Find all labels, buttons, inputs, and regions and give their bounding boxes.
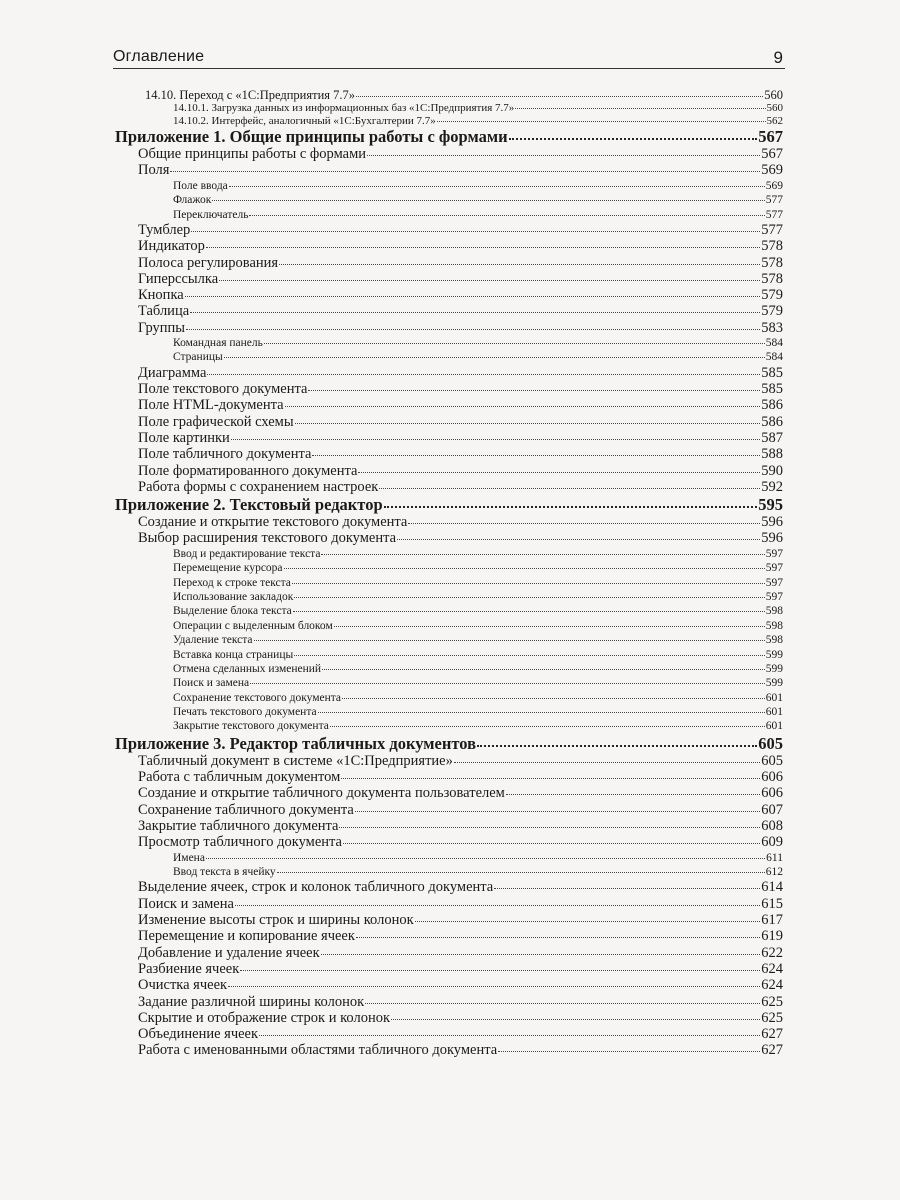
- toc-entry-page: 605: [758, 733, 783, 753]
- toc-entry-page: 584: [765, 351, 783, 364]
- toc-entry-title: Приложение 3. Редактор табличных документов: [115, 733, 476, 753]
- dot-leader: [506, 793, 760, 795]
- toc-entry-title: Выбор расширения текстового документа: [138, 530, 397, 547]
- toc-entry-page: 577: [765, 208, 783, 221]
- toc-entry: [115, 604, 783, 618]
- toc-entry-page: 598: [765, 634, 783, 647]
- toc-entry-title: Индикатор: [138, 238, 205, 255]
- toc-entry-page: 560: [764, 88, 783, 102]
- dot-leader: [454, 761, 760, 763]
- dot-leader: [292, 582, 765, 584]
- toc-entry-title: Создание и открытие текстового документа: [138, 514, 408, 531]
- toc-entry: [115, 590, 783, 604]
- toc-entry-page: 625: [761, 1009, 783, 1026]
- dot-leader: [249, 214, 764, 216]
- toc-entry: [115, 350, 783, 364]
- toc-entry-title: Выделение ячеек, строк и колонок табличного документа: [138, 879, 494, 896]
- dot-leader: [295, 422, 761, 424]
- toc-entry-title: Сохранение текстового документа: [173, 691, 342, 704]
- toc-entry-page: 579: [761, 287, 783, 304]
- dot-leader: [334, 625, 765, 627]
- toc-entry-title: Гиперссылка: [138, 270, 219, 287]
- toc-entry-title: Поля: [138, 162, 170, 179]
- toc-entry-page: 596: [761, 514, 783, 531]
- toc-entry-page: 612: [765, 866, 783, 879]
- toc-entry-title: 14.10. Переход с «1С:Предприятия 7.7»: [145, 88, 356, 102]
- toc-entry-title: Поиск и замена: [138, 895, 234, 912]
- dot-leader: [294, 596, 764, 598]
- dot-leader: [318, 711, 765, 713]
- dot-leader: [190, 311, 760, 313]
- toc-entry-page: 619: [761, 928, 783, 945]
- toc-entry: [115, 896, 783, 912]
- toc-entry-page: 599: [765, 662, 783, 675]
- toc-entry-page: 579: [761, 303, 783, 320]
- toc-entry-page: 614: [761, 879, 783, 896]
- toc-entry: [115, 879, 783, 895]
- toc-entry: [115, 619, 783, 633]
- toc-entry-title: Флажок: [173, 194, 212, 207]
- toc-entry-page: 586: [761, 413, 783, 430]
- toc-entry: [115, 576, 783, 590]
- dot-leader: [408, 522, 760, 524]
- dot-leader: [170, 170, 760, 172]
- toc-entry: [115, 397, 783, 413]
- toc-entry-title: Тумблер: [138, 221, 191, 238]
- toc-entry: [115, 961, 783, 977]
- toc-entry-title: Поле форматированного документа: [138, 462, 358, 479]
- toc-entry: [115, 514, 783, 530]
- dot-leader: [224, 356, 765, 358]
- toc-entry-title: Страницы: [173, 351, 223, 364]
- toc-entry-page: 562: [766, 114, 783, 127]
- dot-leader: [308, 389, 760, 391]
- dot-leader: [356, 95, 763, 97]
- toc-entry: [115, 1010, 783, 1026]
- header-page-number: 9: [773, 48, 783, 67]
- dot-leader: [341, 777, 760, 779]
- toc-entry-page: 617: [761, 912, 783, 929]
- dot-leader: [229, 185, 765, 187]
- dot-leader: [379, 487, 760, 489]
- toc-entry-title: Ввод текста в ячейку: [173, 866, 276, 879]
- dot-leader: [219, 279, 760, 281]
- toc-entry: [115, 446, 783, 462]
- toc-entry-title: Печать текстового документа: [173, 706, 317, 719]
- dot-leader: [277, 871, 765, 873]
- toc-entry-page: 585: [761, 381, 783, 398]
- toc-entry-page: 605: [761, 752, 783, 769]
- toc-entry-page: 598: [765, 605, 783, 618]
- toc-entry-title: Создание и открытие табличного документа пользователем: [138, 785, 505, 802]
- toc-entry-title: Поле картинки: [138, 430, 230, 446]
- toc-entry-title: Группы: [138, 319, 186, 336]
- toc-entry-page: 606: [761, 769, 783, 786]
- toc-entry-title: Перемещение и копирование ячеек: [138, 928, 355, 945]
- toc-entry: [115, 676, 783, 690]
- toc-entry-title: Поле ввода: [173, 179, 228, 192]
- dot-leader: [322, 668, 765, 670]
- toc-entry-page: 597: [765, 547, 783, 560]
- dot-leader: [186, 328, 760, 330]
- toc-entry-page: 615: [761, 895, 783, 912]
- toc-entry: [115, 648, 783, 662]
- toc-entry: [115, 705, 783, 719]
- toc-entry-title: Закрытие текстового документа: [173, 720, 329, 733]
- dot-leader: [343, 842, 760, 844]
- toc-entry-page: 587: [761, 430, 783, 446]
- toc-entry: [115, 691, 783, 705]
- toc-entry: [115, 162, 783, 178]
- toc-entry: [115, 851, 783, 865]
- toc-entry-page: 578: [761, 254, 783, 271]
- toc-entry-page: 596: [761, 530, 783, 547]
- toc-entry-title: Вставка конца страницы: [173, 648, 294, 661]
- header-title: Оглавление: [113, 48, 205, 65]
- dot-leader: [321, 553, 764, 555]
- toc-entry: [115, 633, 783, 647]
- toc-entry: [115, 115, 783, 128]
- toc-entry: [115, 530, 783, 546]
- toc-entry-page: 601: [765, 706, 783, 719]
- toc-entry-title: Разбиение ячеек: [138, 960, 240, 977]
- dot-leader: [206, 857, 765, 859]
- dot-leader: [212, 199, 764, 201]
- toc-entry: [115, 734, 783, 753]
- toc-entry-title: Отмена сделанных изменений: [173, 662, 322, 675]
- dot-leader: [494, 887, 760, 889]
- dot-leader: [206, 246, 760, 248]
- dot-leader: [384, 505, 758, 508]
- toc-entry: [115, 818, 783, 834]
- dot-leader: [365, 1002, 760, 1004]
- toc-entry: [115, 753, 783, 769]
- toc-entry: [115, 222, 783, 238]
- toc-entry-title: 14.10.1. Загрузка данных из информационных баз «1С:Предприятия 7.7»: [173, 102, 515, 114]
- toc-entry-title: 14.10.2. Интерфейс, аналогичный «1С:Бухгалтерии 7.7»: [173, 114, 436, 127]
- dot-leader: [321, 953, 761, 955]
- toc-entry: [115, 912, 783, 928]
- dot-leader: [391, 1018, 760, 1020]
- toc-entry-page: 586: [761, 397, 783, 414]
- dot-leader: [264, 342, 765, 344]
- dot-leader: [515, 107, 765, 109]
- toc-entry-title: Поле HTML-документа: [138, 397, 284, 414]
- toc-entry-page: 578: [761, 238, 783, 255]
- toc-entry-title: Работа с именованными областями табличного документа: [138, 1042, 498, 1059]
- toc-entry: [115, 834, 783, 850]
- toc-entry: [115, 495, 783, 514]
- toc-entry-title: Приложение 1. Общие принципы работы с формами: [115, 127, 508, 147]
- dot-leader: [235, 904, 760, 906]
- toc-entry-title: Командная панель: [173, 337, 263, 350]
- toc-entry-page: 595: [758, 495, 783, 515]
- toc-entry: [115, 238, 783, 254]
- toc-entry-page: 567: [761, 146, 783, 163]
- toc-entry-page: 622: [761, 944, 783, 961]
- toc-entry: [115, 785, 783, 801]
- dot-leader: [356, 936, 760, 938]
- toc-entry: [115, 127, 783, 146]
- toc-entry-page: 597: [765, 590, 783, 603]
- toc-entry-page: 611: [766, 851, 783, 864]
- toc-entry-title: Очистка ячеек: [138, 977, 228, 994]
- toc-entry: [115, 463, 783, 479]
- toc-entry-page: 609: [761, 834, 783, 851]
- toc-entry-page: 578: [761, 270, 783, 287]
- toc-entry: [115, 320, 783, 336]
- toc-entry-title: Кнопка: [138, 287, 184, 304]
- dot-leader: [415, 920, 761, 922]
- toc-entry: [115, 430, 783, 446]
- dot-leader: [191, 230, 760, 232]
- toc-entry-title: Сохранение табличного документа: [138, 801, 354, 818]
- toc-entry-page: 588: [761, 446, 783, 463]
- toc-entry: [115, 208, 783, 222]
- dot-leader: [259, 1034, 760, 1036]
- toc-entry: [115, 303, 783, 319]
- toc-entry: [115, 287, 783, 303]
- toc-entry-page: 606: [761, 785, 783, 802]
- toc-entry-page: 607: [761, 801, 783, 818]
- dot-leader: [279, 263, 760, 265]
- toc-entry-title: Объединение ячеек: [138, 1026, 259, 1043]
- toc-entry-page: 624: [761, 960, 783, 977]
- toc-entry-page: 585: [761, 364, 783, 381]
- toc-entry-title: Таблица: [138, 303, 190, 320]
- toc-entry: [115, 102, 783, 115]
- toc-entry-page: 584: [765, 337, 783, 350]
- toc-entry-title: Переключатель: [173, 208, 249, 221]
- toc-entry: [115, 719, 783, 733]
- toc-entry: [115, 146, 783, 162]
- toc-entry-title: Добавление и удаление ячеек: [138, 944, 320, 961]
- toc-entry-title: Использование закладок: [173, 590, 294, 603]
- toc-entry-title: Табличный документ в системе «1С:Предприятие»: [138, 752, 453, 769]
- dot-leader: [240, 969, 760, 971]
- toc-entry-page: 583: [761, 319, 783, 336]
- toc-entry-title: Задание различной ширины колонок: [138, 993, 365, 1010]
- toc-entry-page: 569: [765, 179, 783, 192]
- toc-entry: [115, 994, 783, 1010]
- toc-entry: [115, 662, 783, 676]
- toc-entry-page: 598: [765, 619, 783, 632]
- toc-entry: [115, 802, 783, 818]
- dot-leader: [367, 154, 760, 156]
- toc-entry-title: Поиск и замена: [173, 677, 250, 690]
- toc-entry-page: 569: [761, 162, 783, 179]
- table-of-contents: [115, 88, 783, 1059]
- toc-entry-page: 567: [758, 127, 783, 147]
- dot-leader: [339, 826, 760, 828]
- toc-entry: [115, 977, 783, 993]
- dot-leader: [207, 373, 760, 375]
- dot-leader: [358, 471, 760, 473]
- toc-entry-page: 560: [766, 102, 783, 114]
- dot-leader: [284, 567, 765, 569]
- toc-entry: [115, 479, 783, 495]
- toc-entry: [115, 414, 783, 430]
- toc-entry: [115, 179, 783, 193]
- toc-entry-title: Изменение высоты строк и ширины колонок: [138, 912, 414, 929]
- dot-leader: [294, 654, 765, 656]
- dot-leader: [231, 438, 760, 440]
- toc-entry-title: Операции с выделенным блоком: [173, 619, 333, 632]
- dot-leader: [185, 295, 761, 297]
- toc-entry: [115, 381, 783, 397]
- toc-entry-title: Выделение блока текста: [173, 605, 292, 618]
- toc-entry-title: Поле табличного документа: [138, 446, 312, 463]
- dot-leader: [250, 682, 765, 684]
- toc-entry: [115, 193, 783, 207]
- dot-leader: [437, 120, 766, 122]
- toc-entry-page: 625: [761, 993, 783, 1010]
- toc-entry-page: 624: [761, 977, 783, 994]
- toc-entry-title: Поле графической схемы: [138, 413, 294, 430]
- toc-entry-page: 599: [765, 677, 783, 690]
- running-header: [113, 46, 785, 69]
- toc-entry-page: 577: [761, 221, 783, 238]
- toc-entry: [115, 945, 783, 961]
- toc-entry-title: Ввод и редактирование текста: [173, 547, 321, 560]
- toc-entry-title: Диаграмма: [138, 364, 207, 381]
- dot-leader: [477, 744, 757, 747]
- toc-entry-title: Удаление текста: [173, 634, 253, 647]
- toc-entry-page: 601: [765, 720, 783, 733]
- toc-entry-title: Работа формы с сохранением настроек: [138, 478, 379, 495]
- toc-entry-title: Скрытие и отображение строк и колонок: [138, 1009, 391, 1026]
- dot-leader: [293, 610, 765, 612]
- toc-entry-page: 577: [765, 194, 783, 207]
- toc-entry-title: Полоса регулирования: [138, 254, 279, 271]
- dot-leader: [509, 137, 758, 140]
- toc-entry-page: 597: [765, 562, 783, 575]
- dot-leader: [355, 810, 760, 812]
- dot-leader: [228, 985, 760, 987]
- toc-entry: [115, 1026, 783, 1042]
- toc-entry: [115, 928, 783, 944]
- toc-entry: [115, 547, 783, 561]
- toc-entry-title: Перемещение курсора: [173, 562, 283, 575]
- toc-entry: [115, 255, 783, 271]
- toc-entry: [115, 865, 783, 879]
- toc-entry-title: Имена: [173, 851, 205, 864]
- dot-leader: [397, 538, 760, 540]
- toc-entry-page: 592: [761, 478, 783, 495]
- toc-entry-title: Приложение 2. Текстовый редактор: [115, 495, 383, 515]
- dot-leader: [254, 639, 765, 641]
- toc-entry-title: Поле текстового документа: [138, 381, 308, 398]
- toc-entry: [115, 88, 783, 102]
- toc-entry-title: Работа с табличным документом: [138, 769, 341, 786]
- toc-entry-page: 597: [765, 576, 783, 589]
- dot-leader: [342, 697, 765, 699]
- toc-entry-title: Общие принципы работы с формами: [138, 146, 367, 163]
- toc-entry: [115, 336, 783, 350]
- dot-leader: [285, 405, 761, 407]
- toc-entry-title: Просмотр табличного документа: [138, 834, 342, 851]
- toc-entry: [115, 365, 783, 381]
- toc-entry-title: Переход к строке текста: [173, 576, 291, 589]
- toc-entry-page: 627: [761, 1026, 783, 1043]
- toc-entry-page: 601: [765, 691, 783, 704]
- dot-leader: [312, 454, 760, 456]
- toc-entry-page: 590: [761, 462, 783, 479]
- toc-entry: [115, 769, 783, 785]
- toc-entry-title: Закрытие табличного документа: [138, 818, 339, 835]
- dot-leader: [330, 725, 765, 727]
- toc-entry-page: 627: [761, 1042, 783, 1059]
- toc-entry: [115, 1042, 783, 1058]
- dot-leader: [498, 1050, 760, 1052]
- toc-entry: [115, 561, 783, 575]
- toc-entry-page: 599: [765, 648, 783, 661]
- toc-entry-page: 608: [761, 818, 783, 835]
- toc-entry: [115, 271, 783, 287]
